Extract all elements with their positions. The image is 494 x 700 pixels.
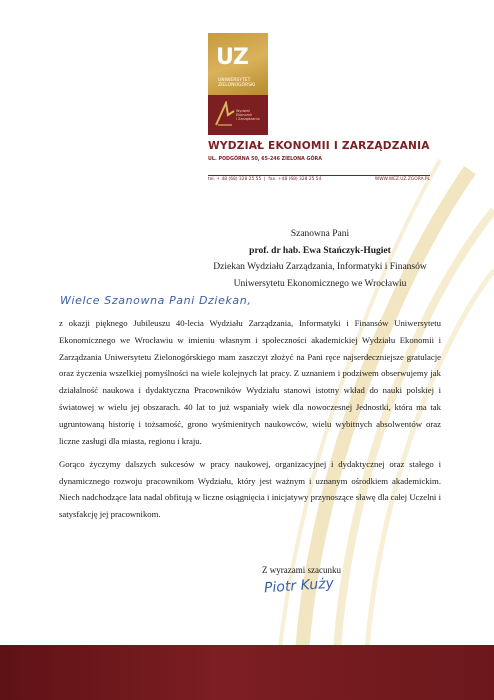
contact-info: tel. + 48 (68) 328 25 55 | fax. +48 (68) 328 25 54 WWW.WEZ.UZ.ZGORA.PL [208,177,430,182]
logo-monogram: UZ [216,45,248,70]
paragraph: Gorąco życzymy dalszych sukcesów w pracy naukowej, organizacyjnej i dydaktycznej oraz stałego i dynamicznego rozwoju pracownikom Wydziału, który jest ważnym i uznanym ośrodkiem akademickim. Niech nadchodzące lata nadal obfitują w liczne osiągnięcia i inicjatywy przynoszące sławę dla całej Uczelni i satysfakcję jej pracownikom. [59,458,441,520]
contact-divider [208,175,430,176]
letter-body [59,315,441,523]
faculty-logo-text: Wydział Ekonomii i Zarządzania [236,109,260,121]
footer-band [0,645,494,700]
faculty-logo [208,95,268,135]
phone-number: tel. + 48 (68) 328 25 55 [208,177,262,182]
addressee-name: prof. dr hab. Ewa Stańczyk-Hugiet [249,245,391,256]
addressee-institution: Uniwersytetu Ekonomicznego we Wrocławiu [233,278,407,289]
paragraph: z okazji pięknego Jubileuszu 40-lecia Wydziału Zarządzania, Informatyki i Finansów Uniwersytetu Ekonomicznego we Wrocławiu w imieniu własnym i społeczności akademickiej Wydziału Ekonomii i Zarządzania Uniwersytetu Zielonogórskiego mam zaszczyt złożyć na Pani ręce najserdeczniejsze gratulacje oraz życzenia wszelkiej pomyślności na wiele kolejnych lat pracy. Z uznaniem i podziwem obserwujemy jak działalność naukowa i dydaktyczna Pracowników Wydziału stanowi istotny wkład do nauki polskiej i światowej w wielu jej obszarach. 40 lat to już wspaniały wiek dla nowoczesnej Jednostki, która ma tak ugruntowaną historię i tożsamość, grono wyśmienitych naukowców, wielu wybitnych absolwentów oraz liczne zasługi dla miasta, regionu i kraju. [59,318,441,446]
addressee-block [190,226,450,292]
addressee-position: Dziekan Wydziału Zarządzania, Informatyki i Finansów [213,262,427,272]
handwritten-signature: Piotr Kuży [263,575,335,597]
department-address: UL. PODGÓRNA 50, 65-246 ZIELONA GÓRA [208,157,322,162]
university-name: UNIWERSYTET ZIELONOGÓRSKI [218,78,256,88]
fax-number: fax. +48 (68) 328 25 54 [268,177,322,182]
department-title: WYDZIAŁ EKONOMII I ZARZĄDZANIA [208,140,430,152]
faculty-logo-icon [214,101,236,127]
website-link[interactable]: WWW.WEZ.UZ.ZGORA.PL [374,177,430,182]
closing-line: Z wyrazami szacunku [262,565,341,575]
addressee-salutation: Szanowna Pani [290,229,350,239]
handwritten-greeting: Wielce Szanowna Pani Dziekan, [60,294,252,307]
